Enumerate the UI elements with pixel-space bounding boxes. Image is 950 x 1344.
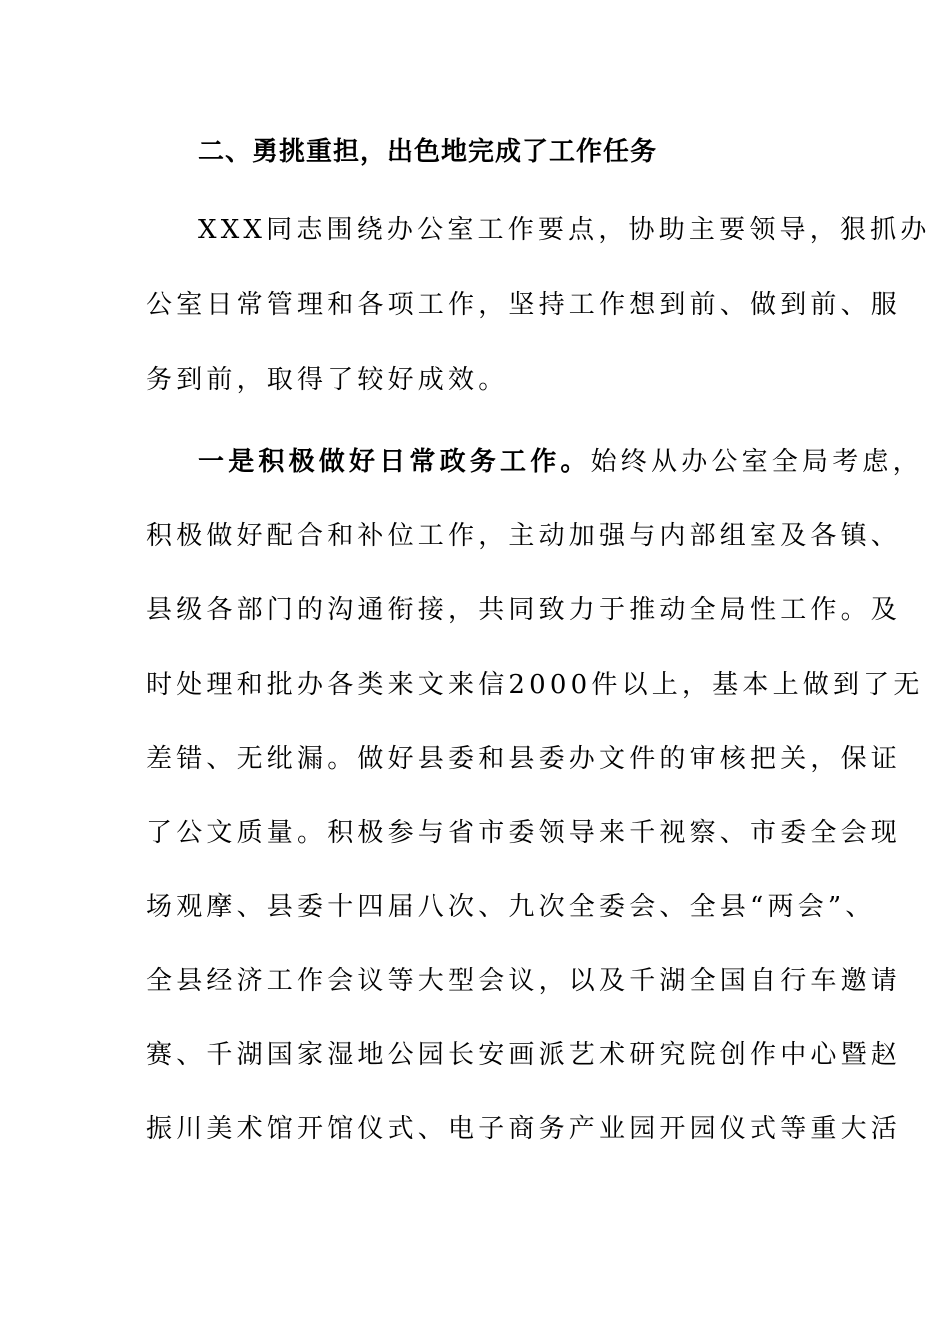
- paragraph2-line-3: 县级各部门的沟通衔接，共同致力于推动全局性工作。及: [146, 595, 902, 625]
- paragraph1-line-3: 务到前，取得了较好成效。: [146, 365, 509, 395]
- paragraph2-line-4: 时处理和批办各类来文来信2000件以上，基本上做到了无: [146, 670, 924, 700]
- paragraph1-line-1: XXX同志围绕办公室工作要点，协助主要领导，狠抓办: [198, 215, 931, 245]
- paragraph2-line-5: 差错、无纰漏。做好县委和县委办文件的审核把关，保证: [146, 744, 902, 774]
- paragraph2-first-line-rest: 始终从办公室全局考虑，: [590, 447, 923, 477]
- paragraph2-line-6: 了公文质量。积极参与省市委领导来千视察、市委全会现: [146, 818, 902, 848]
- paragraph2-lead-bold: 一是积极做好日常政务工作。: [198, 447, 591, 477]
- paragraph2-line-7: 场观摩、县委十四届八次、九次全委会、全县“两会”、: [146, 892, 876, 922]
- paragraph2-line-8: 全县经济工作会议等大型会议，以及千湖全国自行车邀请: [146, 966, 902, 996]
- section-heading: 二、勇挑重担，出色地完成了工作任务: [198, 137, 658, 167]
- paragraph2-line-2: 积极做好配合和补位工作，主动加强与内部组室及各镇、: [146, 521, 902, 551]
- paragraph2-line-9: 赛、千湖国家湿地公园长安画派艺术研究院创作中心暨赵: [146, 1040, 902, 1070]
- paragraph2-line-10: 振川美术馆开馆仪式、电子商务产业园开园仪式等重大活: [146, 1114, 902, 1144]
- paragraph1-line-2: 公室日常管理和各项工作，坚持工作想到前、做到前、服: [146, 290, 902, 320]
- paragraph2-line-1: [198, 444, 923, 480]
